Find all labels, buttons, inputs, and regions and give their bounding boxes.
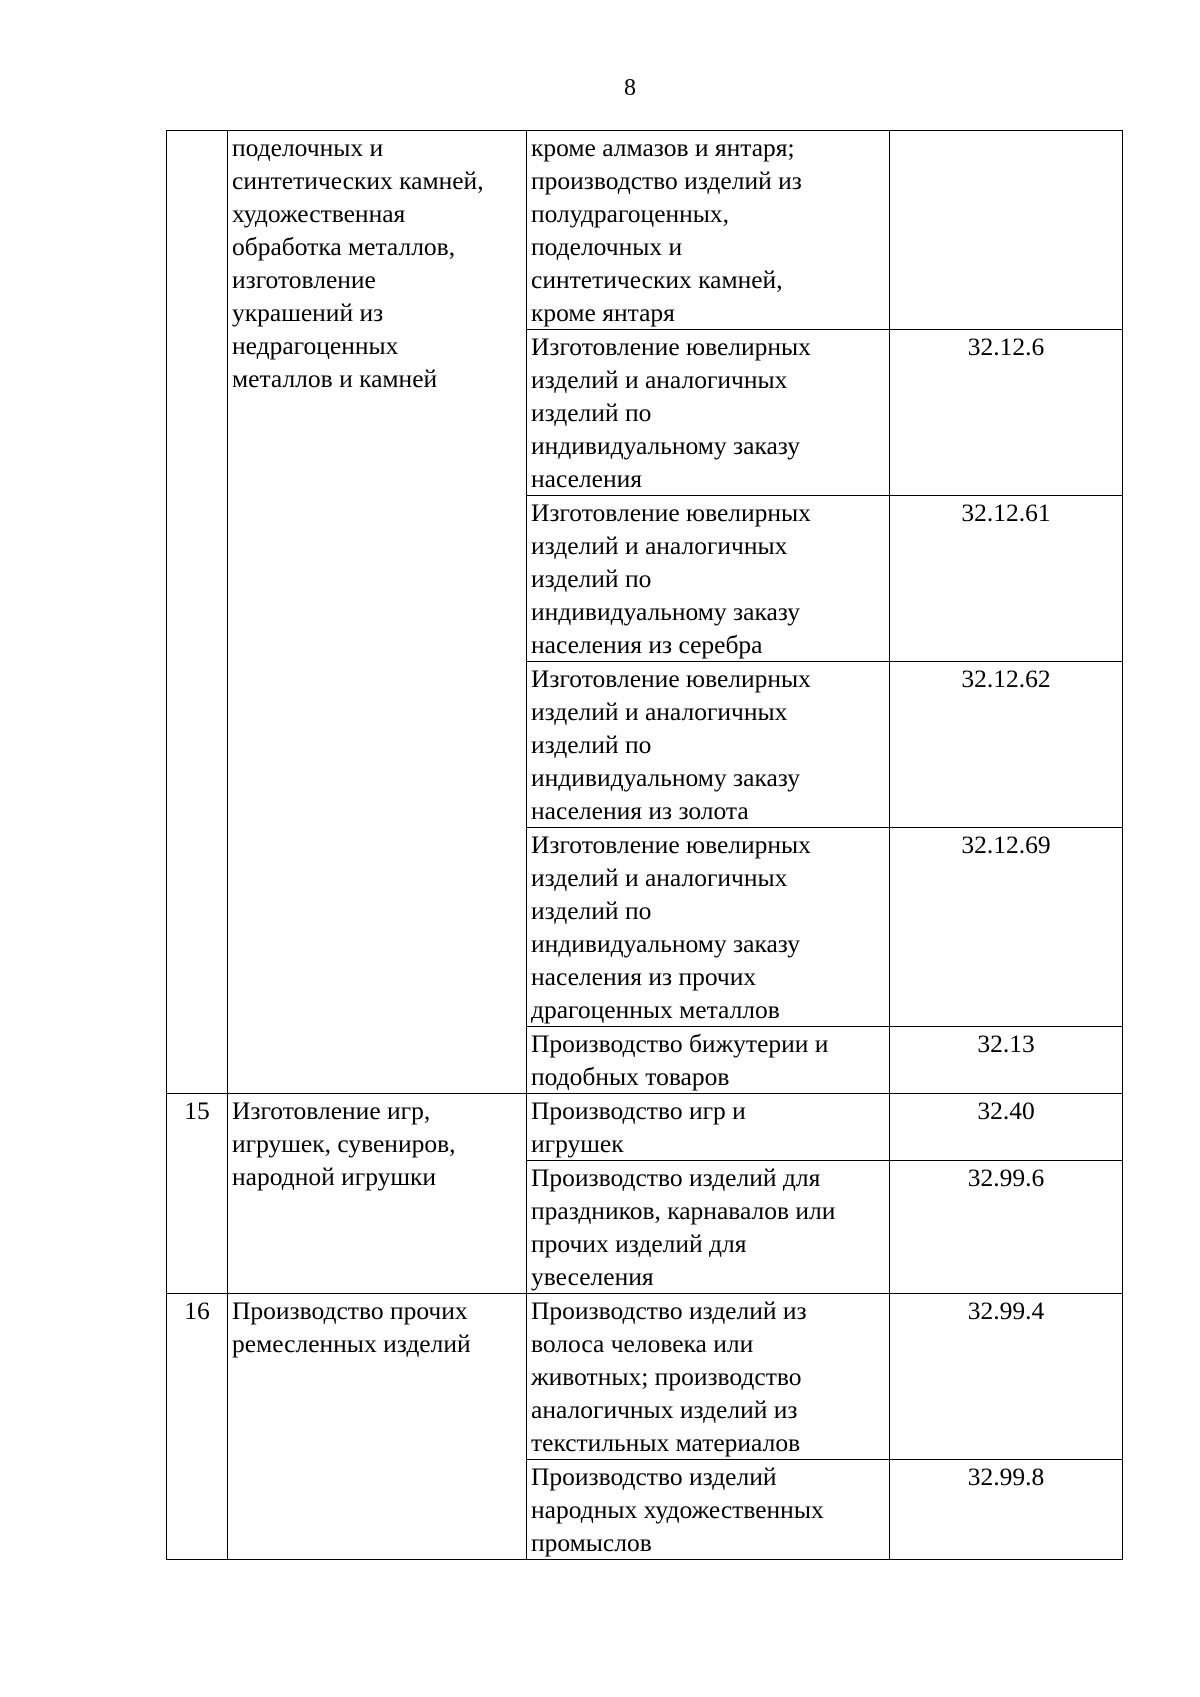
description-line: изделий и аналогичных [531,697,788,726]
description-line: аналогичных изделий из [531,1395,798,1424]
description-line: игрушек [531,1129,624,1158]
activity-name-line: игрушек, сувениров, [232,1129,456,1158]
description-line: населения из золота [531,796,749,825]
okved-code-cell: 32.99.6 [890,1161,1123,1294]
description-line: индивидуальному заказу [531,763,801,792]
description-line: текстильных материалов [531,1428,801,1457]
activity-name-cell [228,1094,527,1294]
description-line: населения из прочих [531,962,757,991]
okved-code-cell [890,131,1123,330]
activity-name-line: украшений из [232,298,384,327]
row-number-cell: 15 [167,1094,228,1294]
okved-description-cell [527,1460,890,1560]
description-line: полудрагоценных, [531,199,730,228]
description-line: волоса человека или [531,1329,754,1358]
description-line: изделий и аналогичных [531,365,788,394]
description-line: животных; производство [531,1362,802,1391]
activity-name-line: художественная [232,199,406,228]
description-line: кроме янтаря [531,298,675,327]
description-line: Производство изделий для [531,1163,821,1192]
okved-description-cell [527,131,890,330]
okved-code-cell: 32.99.4 [890,1294,1123,1460]
description-line: изделий по [531,398,652,427]
activity-name-line: народной игрушки [232,1162,437,1191]
activity-name-line: поделочных и [232,133,384,162]
description-line: Изготовление ювелирных [531,332,811,361]
description-line: Изготовление ювелирных [531,498,811,527]
okved-description-cell [527,1161,890,1294]
activity-name-cell [228,131,527,1094]
okved-description-cell [527,662,890,828]
description-line: кроме алмазов и янтаря; [531,133,795,162]
description-line: Производство изделий из [531,1296,807,1325]
description-line: производство изделий из [531,166,802,195]
description-line: народных художественных [531,1495,824,1524]
description-line: Изготовление ювелирных [531,830,811,859]
activity-name-line: металлов и камней [232,364,438,393]
description-line: увеселения [531,1262,654,1291]
okved-description-cell [527,496,890,662]
table-row [167,1094,1123,1161]
row-number-cell: 16 [167,1294,228,1560]
description-line: синтетических камней, [531,265,783,294]
activity-name-cell [228,1294,527,1560]
okved-description-cell [527,1294,890,1460]
activities-table [166,130,1123,1560]
description-line: индивидуальному заказу [531,929,801,958]
description-line: праздников, карнавалов или [531,1196,836,1225]
description-line: промыслов [531,1528,652,1557]
okved-description-cell [527,330,890,496]
okved-code-cell: 32.12.6 [890,330,1123,496]
description-line: изделий и аналогичных [531,863,788,892]
description-line: изделий по [531,564,652,593]
description-line: подобных товаров [531,1062,730,1091]
row-number-cell [167,131,228,1094]
description-line: населения [531,464,642,493]
description-line: изделий и аналогичных [531,531,788,560]
activity-name-line: Изготовление игр, [232,1096,431,1125]
table-row [167,1294,1123,1460]
description-line: индивидуальному заказу [531,431,801,460]
table-row [167,131,1123,330]
description-line: Производство бижутерии и [531,1029,829,1058]
okved-code-cell: 32.12.62 [890,662,1123,828]
description-line: индивидуальному заказу [531,597,801,626]
okved-code-cell: 32.12.69 [890,828,1123,1027]
activity-name-line: изготовление [232,265,376,294]
okved-code-cell: 32.40 [890,1094,1123,1161]
description-line: Производство игр и [531,1096,746,1125]
okved-code-cell: 32.12.61 [890,496,1123,662]
activity-name-line: Производство прочих [232,1296,468,1325]
description-line: Изготовление ювелирных [531,664,811,693]
okved-code-cell: 32.99.8 [890,1460,1123,1560]
activity-name-line: недрагоценных [232,331,399,360]
activity-name-line: синтетических камней, [232,166,484,195]
description-line: поделочных и [531,232,683,261]
okved-code-cell: 32.13 [890,1027,1123,1094]
description-line: Производство изделий [531,1462,777,1491]
okved-description-cell [527,1094,890,1161]
description-line: прочих изделий для [531,1229,747,1258]
activity-name-line: ремесленных изделий [232,1329,471,1358]
description-line: изделий по [531,730,652,759]
okved-description-cell [527,828,890,1027]
page-number: 8 [624,75,636,101]
activity-name-line: обработка металлов, [232,232,456,261]
okved-description-cell [527,1027,890,1094]
description-line: населения из серебра [531,630,763,659]
description-line: драгоценных металлов [531,995,780,1024]
description-line: изделий по [531,896,652,925]
